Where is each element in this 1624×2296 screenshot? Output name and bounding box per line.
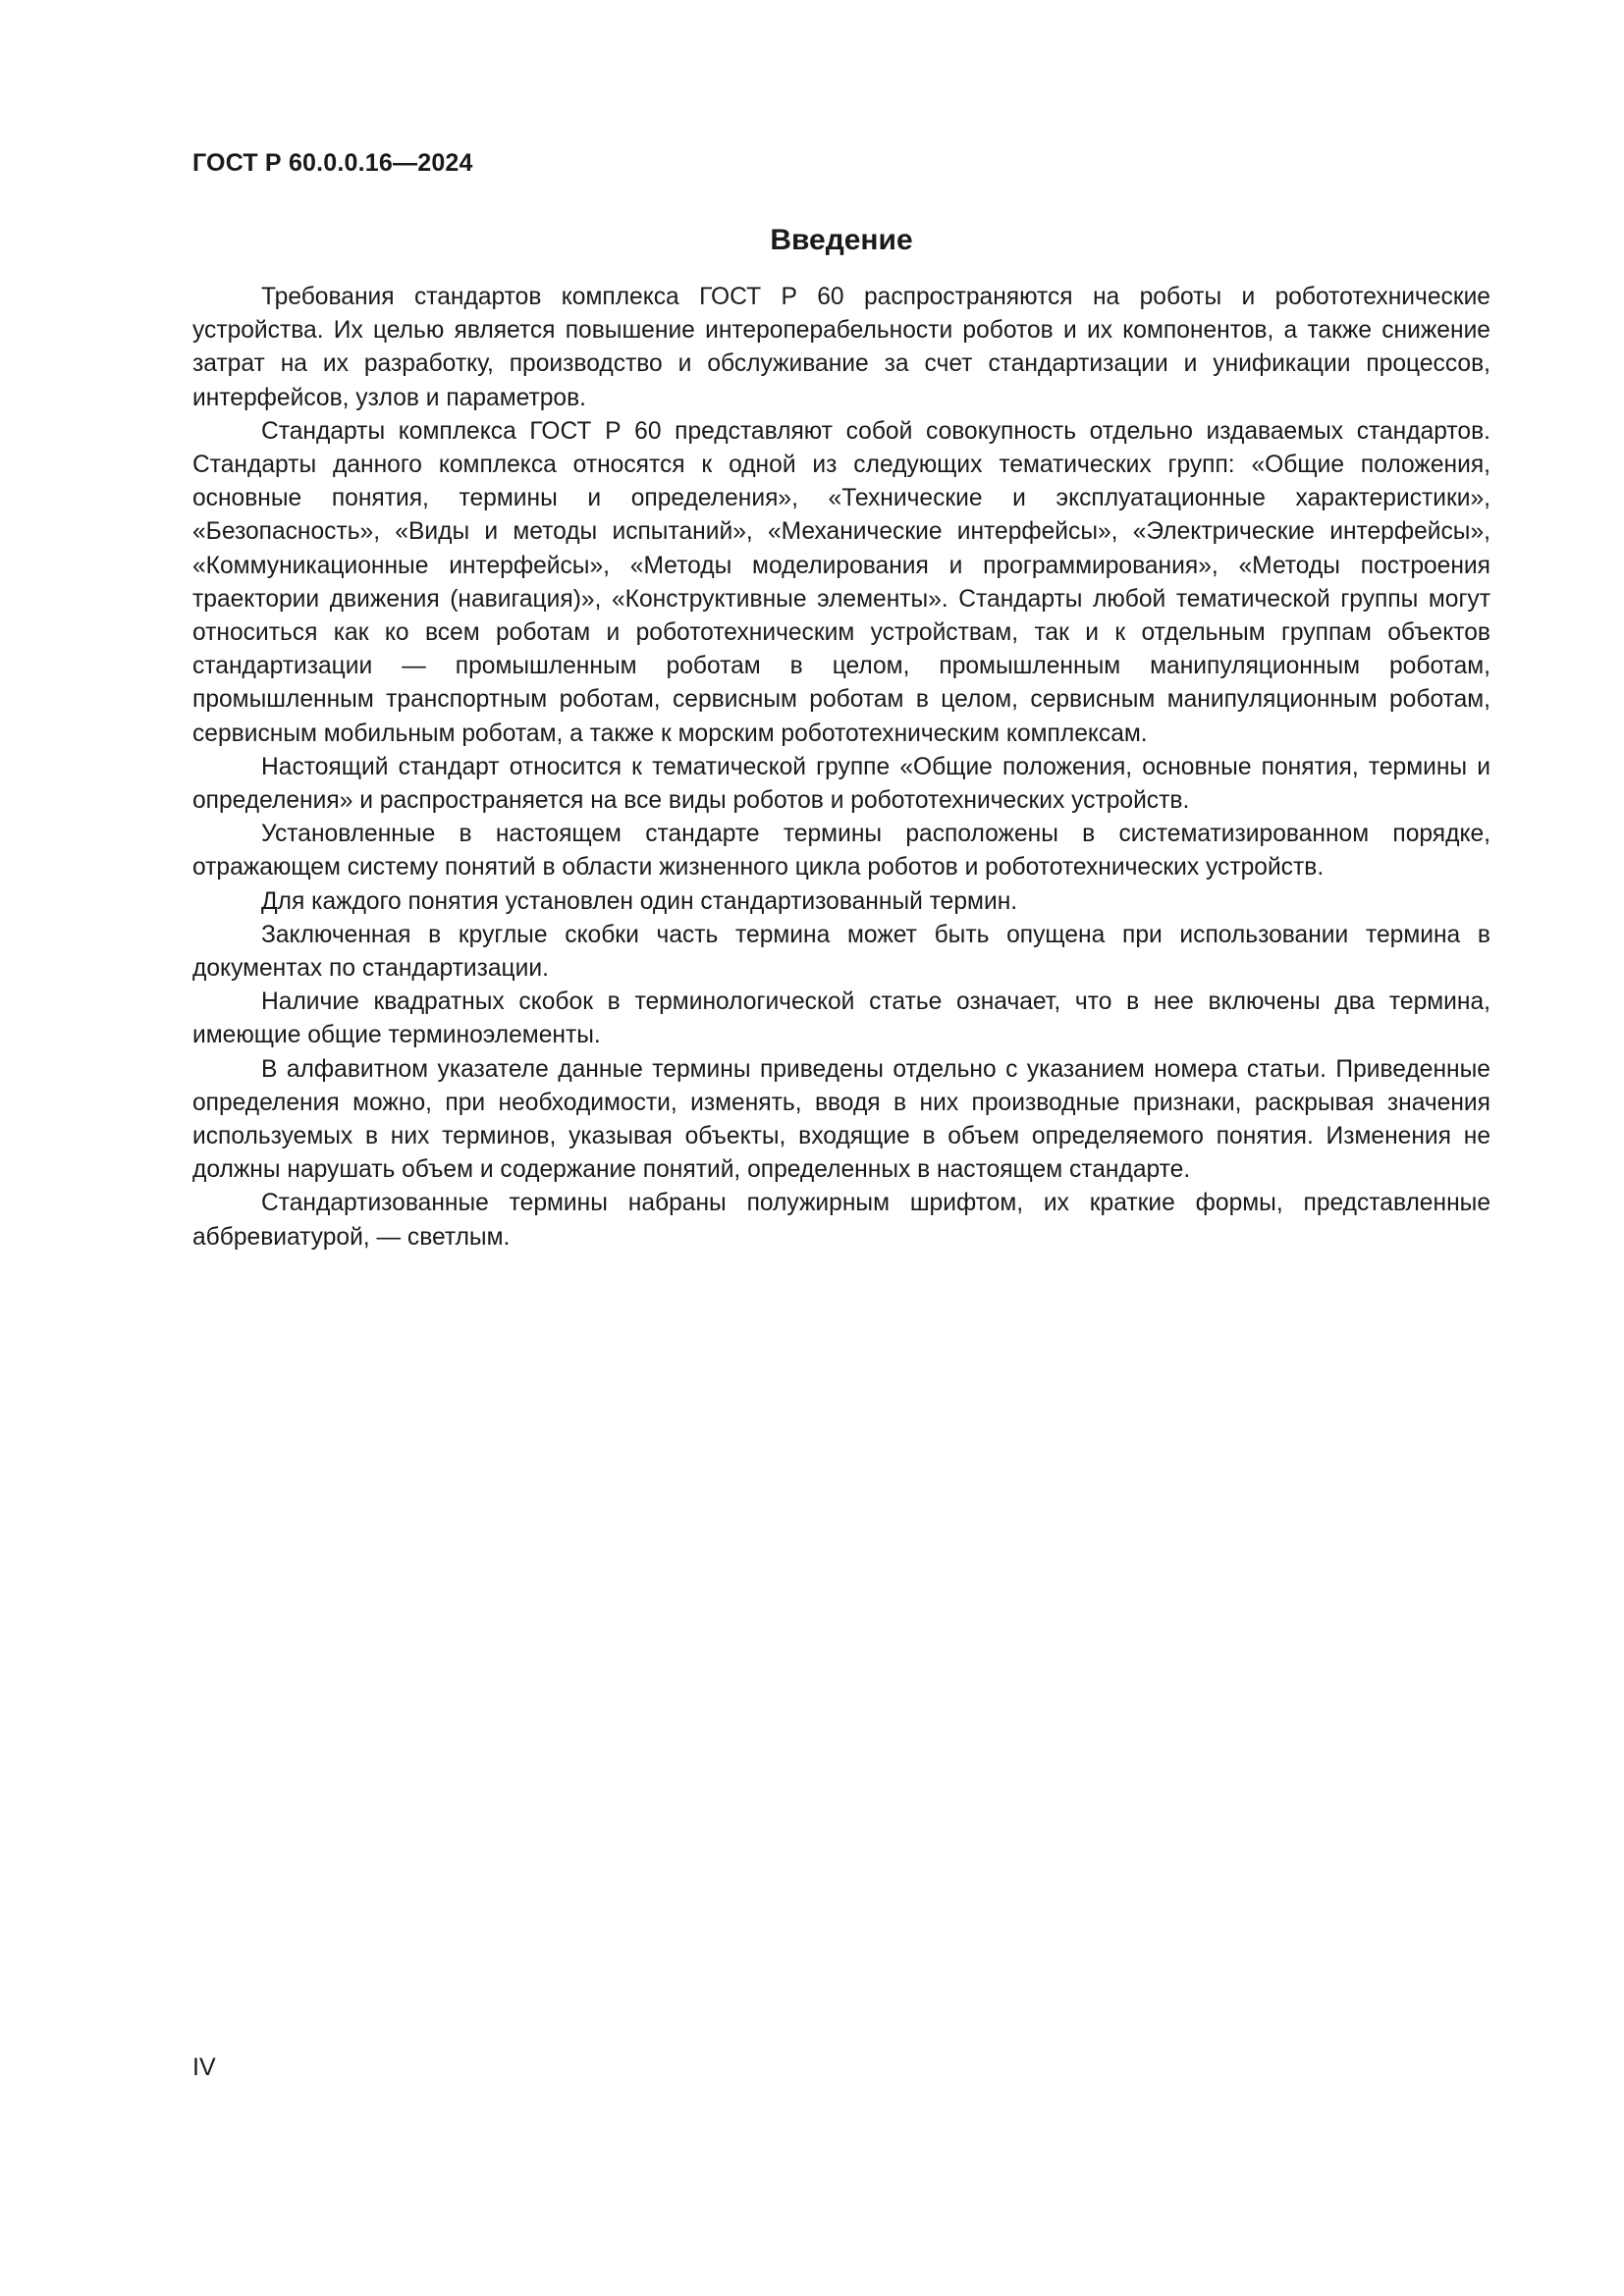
paragraph-terms-order: Установленные в настоящем стандарте термины расположены в систематизированном порядке, отражающем систему понятий в области жизненного цикла роботов и робототехнических устройств. [192,821,1490,881]
paragraph-thematic-groups: Стандарты комплекса ГОСТ Р 60 представляют собой совокупность отдельно издаваемых стандартов. Стандарты данного комплекса относятся к одной из следующих тематических групп: «Общие положения, основные понятия, термины и определения», «Технические и эксплуатационные характеристики», «Безопасность», «Виды и методы испытаний», «Механические интерфейсы», «Электрические интерфейсы», «Коммуникационные интерфейсы», «Методы моделирования и программирования», «Методы построения траектории движения (навигация)», «Конструктивные элементы». Стандарты любой тематической группы могут относиться как ко всем роботам и робототехническим устройствам, так и к отдельным группам объектов стандартизации — промышленным роботам в целом, промышленным манипуляционным роботам, промышленным транспортным роботам, сервисным роботам в целом, сервисным манипуляционным роботам, сервисным мобильным роботам, а также к морским робототехническим комплексам. [192,417,1490,747]
introduction-body [192,281,1490,1255]
paragraph-round-brackets: Заключенная в круглые скобки часть термина может быть опущена при использовании термина в документах по стандартизации. [192,921,1490,983]
document-code-header: ГОСТ Р 60.0.0.16—2024 [192,149,473,177]
paragraph-alphabetic-index: В алфавитном указателе данные термины приведены отдельно с указанием номера статьи. Приведенные определения можно, при необходимости, изменять, вводя в них производные признаки, раскрывая значения используемых в них терминов, указывая объекты, входящие в объем определяемого понятия. Изменения не должны нарушать объем и содержание понятий, определенных в настоящем стандарте. [192,1055,1490,1184]
paragraph-typography: Стандартизованные термины набраны полужирным шрифтом, их краткие формы, представленные аббревиатурой, — светлым. [192,1190,1490,1251]
paragraph-scope: Требования стандартов комплекса ГОСТ Р 60 распространяются на роботы и робототехнические устройства. Их целью является повышение интероперабельности роботов и их компонентов, а также снижение затрат на их разработку, производство и обслуживание за счет стандартизации и унификации процессов, интерфейсов, узлов и параметров. [192,284,1490,411]
paragraph-one-term: Для каждого понятия установлен один стандартизованный термин. [261,887,1018,915]
section-title: Введение [770,224,913,256]
page-number: IV [192,2054,216,2081]
paragraph-standard-group: Настоящий стандарт относится к тематической группе «Общие положения, основные понятия, термины и определения» и распространяется на все виды роботов и робототехнических устройств. [192,753,1490,815]
paragraph-square-brackets: Наличие квадратных скобок в терминологической статье означает, что в нее включены два термина, имеющие общие терминоэлементы. [192,988,1490,1049]
